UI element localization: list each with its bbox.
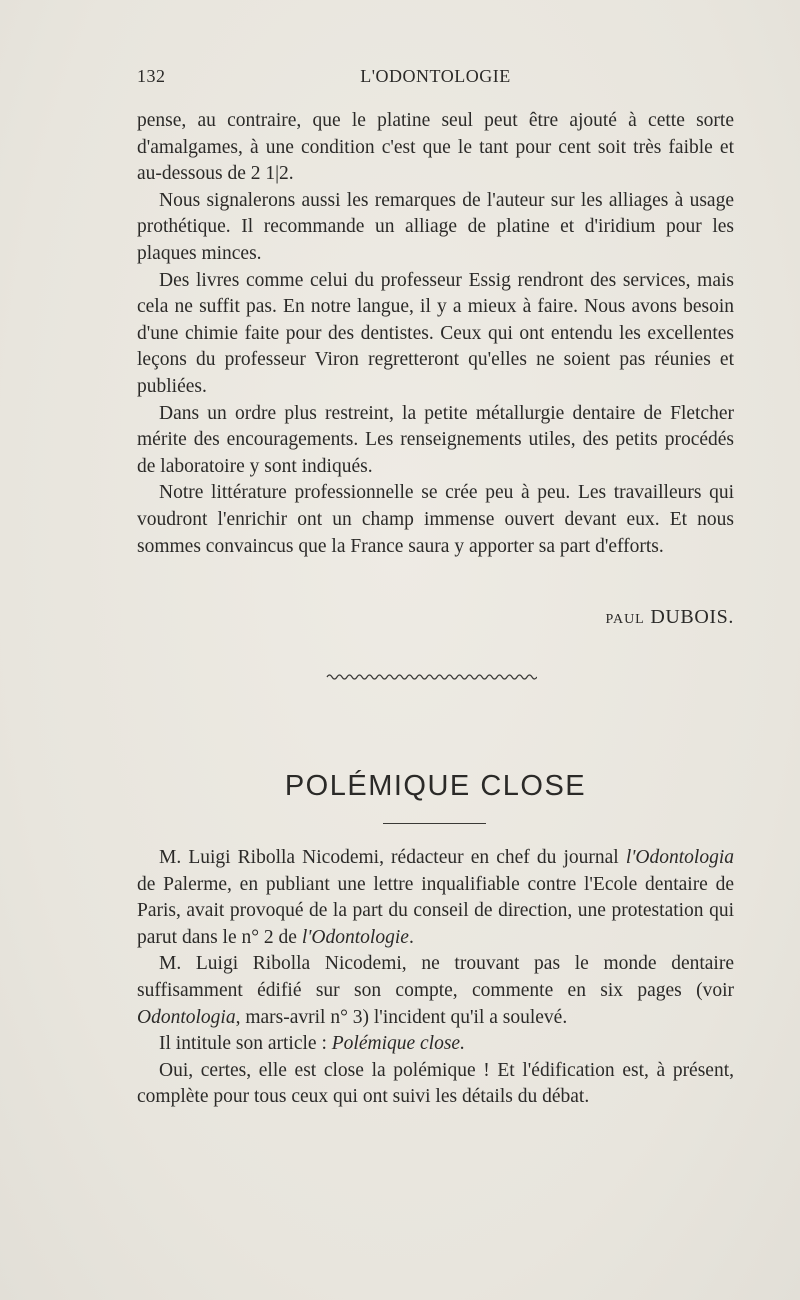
paragraph-nicodemi-commentary: M. Luigi Ribolla Nicodemi, ne trouvant pas le monde dentaire suffisamment édifié sur son compte, commente en six pages (voir Odontologia, mars-avril n° 3) l'incident qu'il a soulevé. [137, 953, 734, 1028]
running-head [137, 66, 734, 92]
paragraph-platinum-amalgam: pense, au contraire, que le platine seul peut être ajouté à cette sorte d'amalgames, à une condition c'est que le tant pour cent soit très faible et au-dessous de 2 1|2. [137, 110, 734, 185]
journal-name-odontologie: l'Odontologie [301, 926, 409, 948]
section-title: POLÉMIQUE CLOSE [284, 770, 587, 803]
signature-last-name: DUBOIS. [650, 606, 734, 628]
title-rule [383, 823, 486, 824]
journal-name-odontologia: l'Odontologia [625, 847, 734, 868]
paragraph-prosthetic-alloys: Nous signalerons aussi les remarques de l'auteur sur les alliages à usage prothétique. Il recommande un alliage de platine et d'iridium pour les plaques minces. [137, 189, 734, 264]
paragraph-fletcher-metallurgy: Dans un ordre plus restreint, la petite métallurgie dentaire de Fletcher mérite des encouragements. Les renseignements utiles, des petits procédés de laboratoire y sont indiqués. [137, 402, 734, 477]
paragraph-professional-literature: Notre littérature professionnelle se crée peu à peu. Les travailleurs qui voudront l'enrichir ont un champ immense ouvert devant eux. Et nous sommes convaincus que la France saura y apporter sa part d'efforts. [137, 482, 734, 557]
paragraph-nicodemi-letter: M. Luigi Ribolla Nicodemi, rédacteur en chef du journal l'Odontologia de Palerme, en publiant une lettre inqualifiable contre l'Ecole dentaire de Paris, avait provoqué de la part du conseil de direction, une protestation qui parut dans le n° 2 de l'Odontologie. [137, 847, 734, 948]
author-signature [605, 606, 734, 629]
signature-first-name: PAUL [605, 612, 645, 627]
paragraph-article-title: Il intitule son article : Polémique close. [159, 1033, 465, 1055]
polemique-close-text [137, 845, 734, 1111]
paragraph-closing-remark: Oui, certes, elle est close la polémique ! Et l'édification est, à présent, complète pour tous ceux qui ont suivi les détails du débat. [137, 1059, 734, 1108]
journal-title: L'ODONTOLOGIE [360, 66, 511, 86]
article-title-italic: Polémique close. [331, 1033, 465, 1055]
page-number: 132 [137, 66, 166, 86]
wavy-divider [325, 671, 537, 683]
journal-name-odontologia-ref: Odontologia [137, 1006, 236, 1028]
paragraph-essig-books: Des livres comme celui du professeur Essig rendront des services, mais cela ne suffit pas. En notre langue, il y a mieux à faire. Nous avons besoin d'une chimie faite pour des dentistes. Ceux qui ont entendu les excellentes leçons du professeur Viron regretteront qu'elles ne soient pas réunies et publiées. [137, 269, 734, 397]
review-conclusion-text [137, 108, 734, 560]
